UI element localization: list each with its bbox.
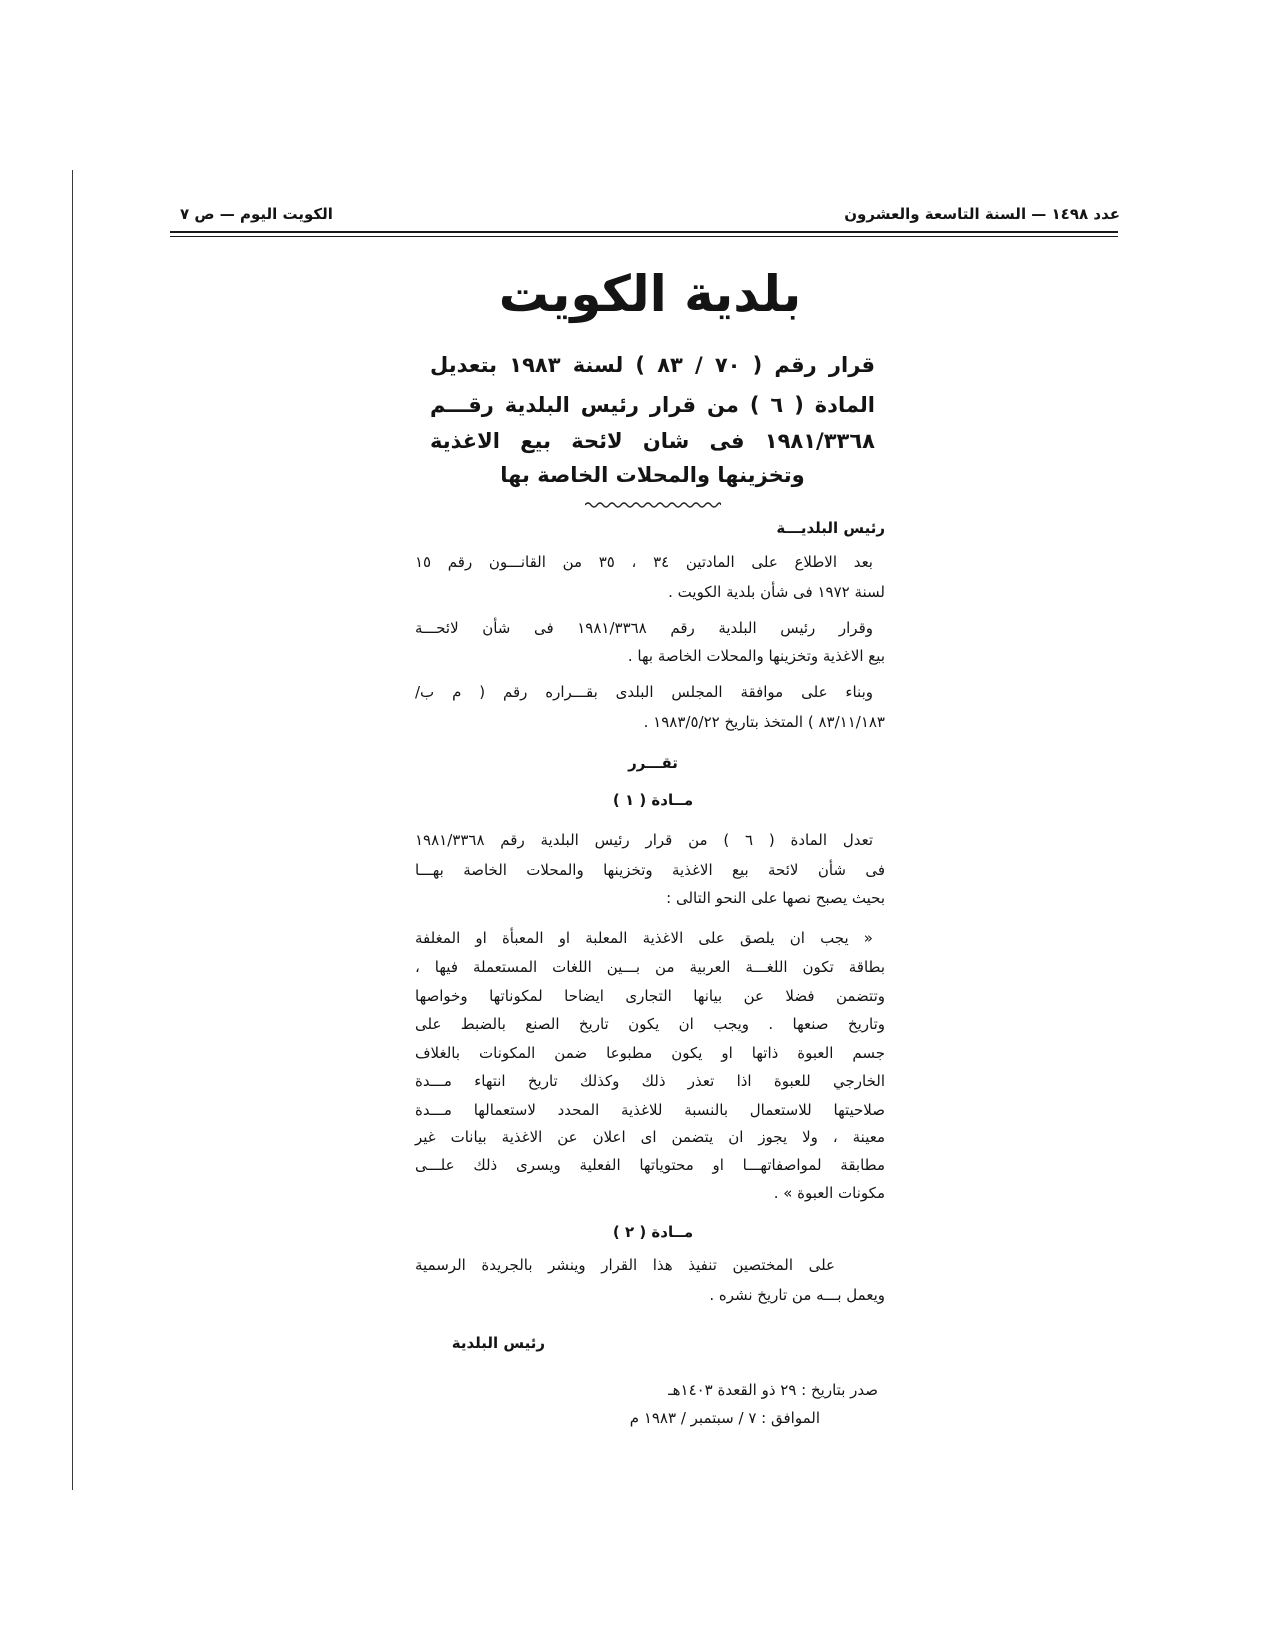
article-1-line: فى شأن لائحة بيع الاغذية وتخزينها والمحلات الخاصة بهـــا bbox=[415, 861, 885, 879]
gregorian-date: الموافق : ٧ / سبتمبر / ١٩٨٣ م bbox=[629, 1409, 820, 1427]
preamble-line: بيع الاغذية وتخزينها والمحلات الخاصة بها . bbox=[627, 647, 885, 665]
issue-header: عدد ١٤٩٨ — السنة التاسعة والعشرون bbox=[844, 205, 1120, 223]
quoted-text-line: مكونات العبوة » . bbox=[773, 1184, 885, 1202]
article-1-line: بحيث يصبح نصها على النحو التالى : bbox=[666, 889, 885, 907]
issuer-label: رئيس البلديـــة bbox=[776, 519, 885, 537]
article-2-line: ويعمل بـــه من تاريخ نشره . bbox=[709, 1286, 885, 1304]
decree-title-line: ١٩٨١/٣٣٦٨ فى شان لائحة بيع الاغذية bbox=[430, 429, 875, 453]
preamble-line: وبناء على موافقة المجلس البلدى بقـــراره رقم ( م ب/ bbox=[415, 683, 873, 701]
decree-title-line: قرار رقم ( ٧٠ / ٨٣ ) لسنة ١٩٨٣ بتعديل bbox=[430, 353, 876, 377]
header-rule-thin bbox=[170, 236, 1118, 237]
quoted-text-line: معينة ، ولا يجوز ان يتضمن اى اعلان عن الاغذية بيانات غير bbox=[415, 1128, 885, 1146]
preamble-line: بعد الاطلاع على المادتين ٣٤ ، ٣٥ من القانـــون رقم ١٥ bbox=[415, 553, 873, 571]
article-1-heading: مــادة ( ١ ) bbox=[612, 791, 694, 809]
header-rule bbox=[170, 231, 1118, 233]
decides-heading: تقـــرر bbox=[628, 754, 678, 772]
page-header: الكويت اليوم — ص ٧ bbox=[180, 205, 333, 223]
quoted-text-line: مطابقة لمواصفاتهـــا او محتوياتها الفعلية ويسرى ذلك علـــى bbox=[415, 1156, 885, 1174]
quoted-text-line: جسم العبوة ذاتها او يكون مطبوعا ضمن المكونات بالغلاف bbox=[415, 1044, 885, 1062]
decree-title-line: وتخزينها والمحلات الخاصة بها bbox=[500, 463, 805, 487]
preamble-line: لسنة ١٩٧٢ فى شأن بلدية الكويت . bbox=[668, 583, 885, 601]
hijri-date: صدر بتاريخ : ٢٩ ذو القعدة ١٤٠٣هـ bbox=[668, 1381, 878, 1399]
quoted-text-line: بطاقة تكون اللغـــة العربية من بـــين اللغات المستعملة فيها ، bbox=[415, 958, 885, 976]
masthead-title: بلدية الكويت bbox=[498, 265, 802, 323]
title-underline-ornament bbox=[585, 500, 721, 510]
quoted-text-line: وتتضمن فضلا عن بيانها التجارى ايضاحا لمكوناتها وخواصها bbox=[415, 987, 885, 1005]
preamble-line: وقرار رئيس البلدية رقم ١٩٨١/٣٣٦٨ فى شأن لائحـــة bbox=[415, 619, 873, 637]
preamble-line: ٨٣/١١/١٨٣ ) المتخذ بتاريخ ١٩٨٣/٥/٢٢ . bbox=[643, 713, 885, 731]
decree-title-line: المادة ( ٦ ) من قرار رئيس البلدية رقـــم bbox=[430, 393, 875, 417]
article-1-line: تعدل المادة ( ٦ ) من قرار رئيس البلدية رقم ١٩٨١/٣٣٦٨ bbox=[415, 831, 874, 849]
quoted-text-line: الخارجي للعبوة اذا تعذر ذلك وكذلك تاريخ انتهاء مـــدة bbox=[415, 1072, 885, 1090]
signature-title: رئيس البلدية bbox=[451, 1334, 545, 1352]
article-2-line: على المختصين تنفيذ هذا القرار وينشر بالجريدة الرسمية bbox=[415, 1256, 835, 1274]
article-2-heading: مــادة ( ٢ ) bbox=[612, 1223, 694, 1241]
quoted-text-line: وتاريخ صنعها . ويجب ان يكون تاريخ الصنع بالضبط على bbox=[415, 1015, 885, 1033]
quoted-text-line: « يجب ان يلصق على الاغذية المعلبة او المعبأة او المغلفة bbox=[415, 929, 873, 947]
quoted-text-line: صلاحيتها للاستعمال بالنسبة للاغذية المحدد لاستعمالها مـــدة bbox=[415, 1101, 885, 1119]
page-margin-line bbox=[72, 170, 73, 1490]
